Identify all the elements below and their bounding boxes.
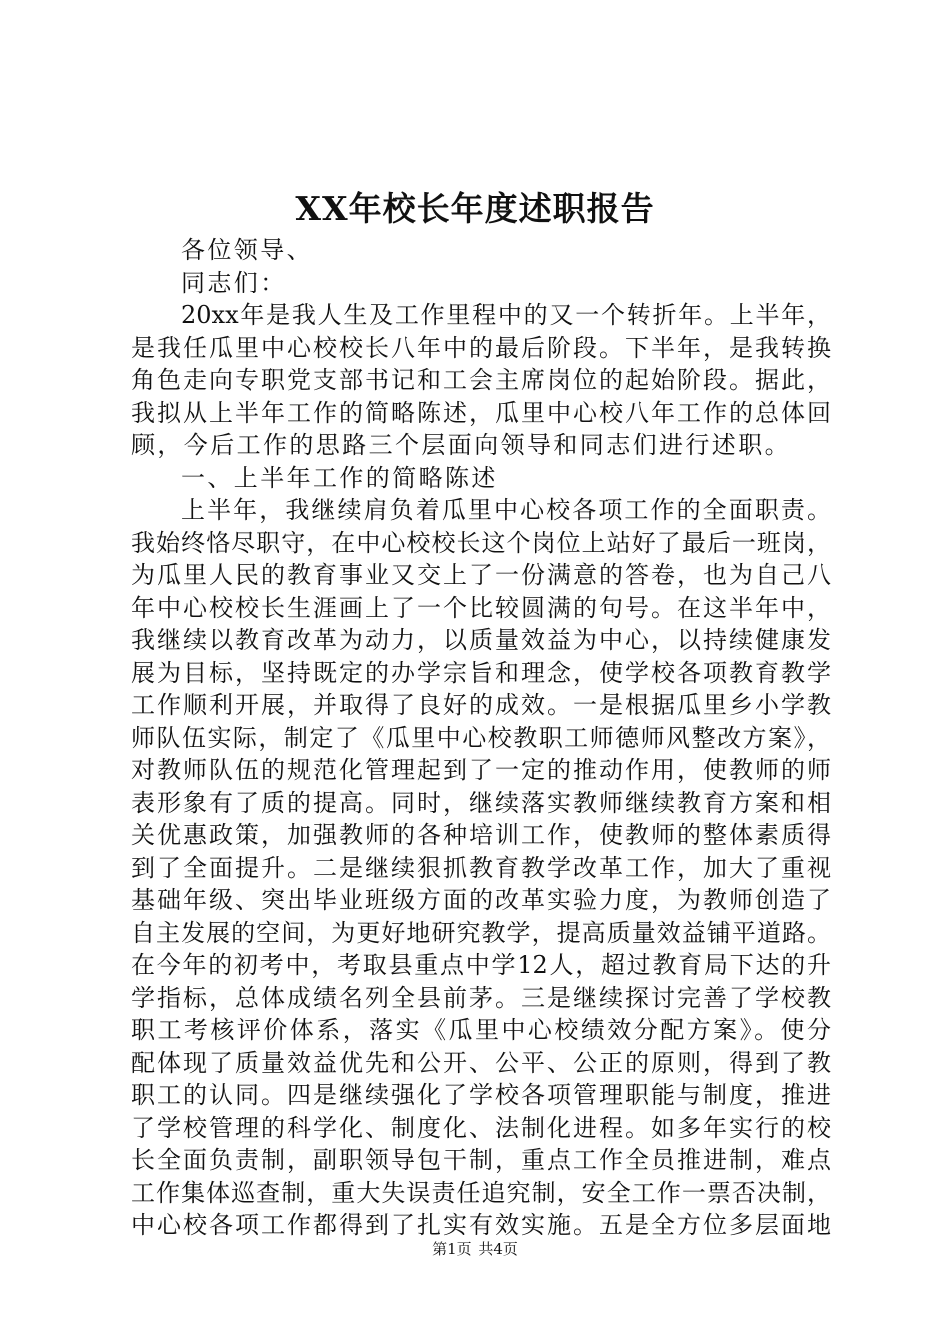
paragraph-line: 我始终恪尽职守，在中心校校长这个岗位上站好了最后一班岗， [131, 528, 831, 557]
paragraph-line: 20xx年是我人生及工作里程中的又一个转折年。上半年， [181, 301, 831, 329]
paragraph-line: 学指标，总体成绩名列全县前茅。三是继续探讨完善了学校教 [131, 983, 831, 1012]
paragraph-line: 职工的认同。四是继续强化了学校各项管理职能与制度，推进 [131, 1081, 831, 1109]
salutation-line: 各位领导、 [181, 236, 313, 264]
paragraph-line: 我拟从上半年工作的简略陈述，瓜里中心校八年工作的总体回 [131, 398, 831, 427]
paragraph-line: 关优惠政策，加强教师的各种培训工作，使教师的整体素质得 [131, 821, 831, 849]
paragraph-line: 顾，今后工作的思路三个层面向领导和同志们进行述职。 [131, 431, 791, 459]
salutation-line: 同志们： [181, 268, 287, 297]
paragraph-line: 对教师队伍的规范化管理起到了一定的推动作用，使教师的师 [131, 756, 831, 784]
document-title: XX年校长年度述职报告 [295, 189, 655, 228]
paragraph-line: 自主发展的空间，为更好地研究教学，提高质量效益铺平道路。 [131, 918, 831, 947]
paragraph-line: 表形象有了质的提高。同时，继续落实教师继续教育方案和相 [131, 788, 831, 817]
paragraph-line: 工作集体巡查制，重大失误责任追究制，安全工作一票否决制， [131, 1178, 831, 1207]
paragraph-line: 师队伍实际，制定了《瓜里中心校教职工师德师风整改方案》， [131, 723, 831, 752]
paragraph-line: 年中心校校长生涯画上了一个比较圆满的句号。在这半年中， [131, 593, 831, 622]
paragraph-line: 到了全面提升。二是继续狠抓教育教学改革工作，加大了重视 [131, 853, 831, 882]
paragraph-line: 在今年的初考中，考取县重点中学12人，超过教育局下达的升 [131, 951, 831, 979]
paragraph-line: 展为目标，坚持既定的办学宗旨和理念，使学校各项教育教学 [131, 658, 831, 687]
document-body [131, 234, 831, 1242]
paragraph-line: 中心校各项工作都得到了扎实有效实施。五是全方位多层面地 [131, 1211, 831, 1239]
section-heading: 一、上半年工作的简略陈述 [181, 463, 498, 492]
page-total: 共4页 [478, 1240, 518, 1258]
paragraph-line: 了学校管理的科学化、制度化、法制化进程。如多年实行的校 [131, 1113, 831, 1142]
paragraph-line: 角色走向专职党支部书记和工会主席岗位的起始阶段。据此， [131, 366, 831, 394]
page-number: 第1页 [432, 1240, 472, 1258]
paragraph-line: 是我任瓜里中心校校长八年中的最后阶段。下半年，是我转换 [131, 333, 831, 362]
paragraph-line: 配体现了质量效益优先和公开、公平、公正的原则，得到了教 [131, 1048, 831, 1077]
paragraph-line: 上半年，我继续肩负着瓜里中心校各项工作的全面职责。 [181, 496, 831, 524]
paragraph-line: 我继续以教育改革为动力，以质量效益为中心，以持续健康发 [131, 626, 831, 654]
page-footer [0, 1239, 950, 1259]
paragraph-line: 为瓜里人民的教育事业又交上了一份满意的答卷，也为自己八 [131, 561, 831, 589]
paragraph-line: 职工考核评价体系，落实《瓜里中心校绩效分配方案》。使分 [131, 1016, 831, 1044]
paragraph-line: 工作顺利开展，并取得了良好的成效。一是根据瓜里乡小学教 [131, 691, 831, 719]
paragraph-line: 长全面负责制，副职领导包干制，重点工作全员推进制，难点 [131, 1146, 831, 1174]
paragraph-line: 基础年级、突出毕业班级方面的改革实验力度，为教师创造了 [131, 886, 831, 914]
